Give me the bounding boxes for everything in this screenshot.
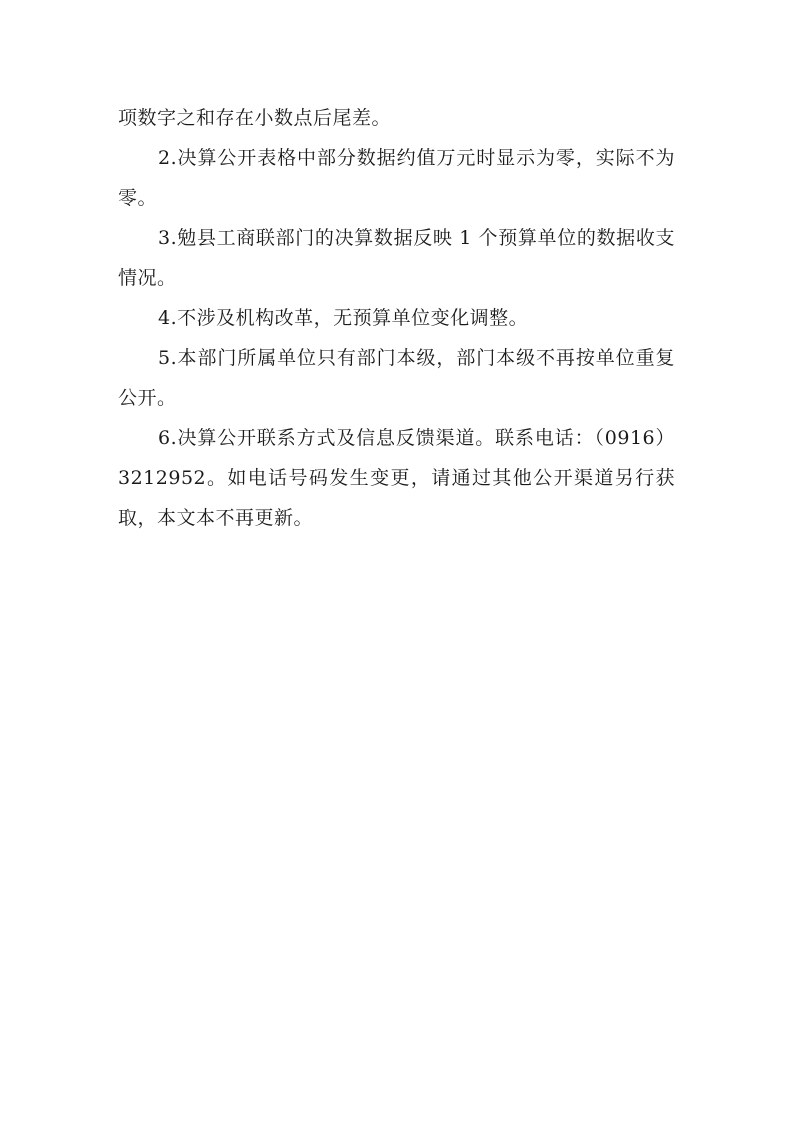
paragraph-item-5: 5.本部门所属单位只有部门本级，部门本级不再按单位重复公开。 [118, 347, 675, 409]
paragraph-continuation: 项数字之和存在小数点后尾差。 [118, 107, 392, 129]
paragraph-item-6: 6.决算公开联系方式及信息反馈渠道。联系电话：（0916）3212952。如电话号码发生变更，请通过其他公开渠道另行获取，本文本不再更新。 [118, 427, 675, 529]
paragraph-item-2: 2.决算公开表格中部分数据约值万元时显示为零，实际不为零。 [118, 147, 675, 209]
document-body [118, 98, 675, 538]
paragraph-item-4: 4.不涉及机构改革，无预算单位变化调整。 [158, 307, 529, 329]
paragraph-item-3: 3.勉县工商联部门的决算数据反映 1 个预算单位的数据收支情况。 [118, 227, 675, 289]
